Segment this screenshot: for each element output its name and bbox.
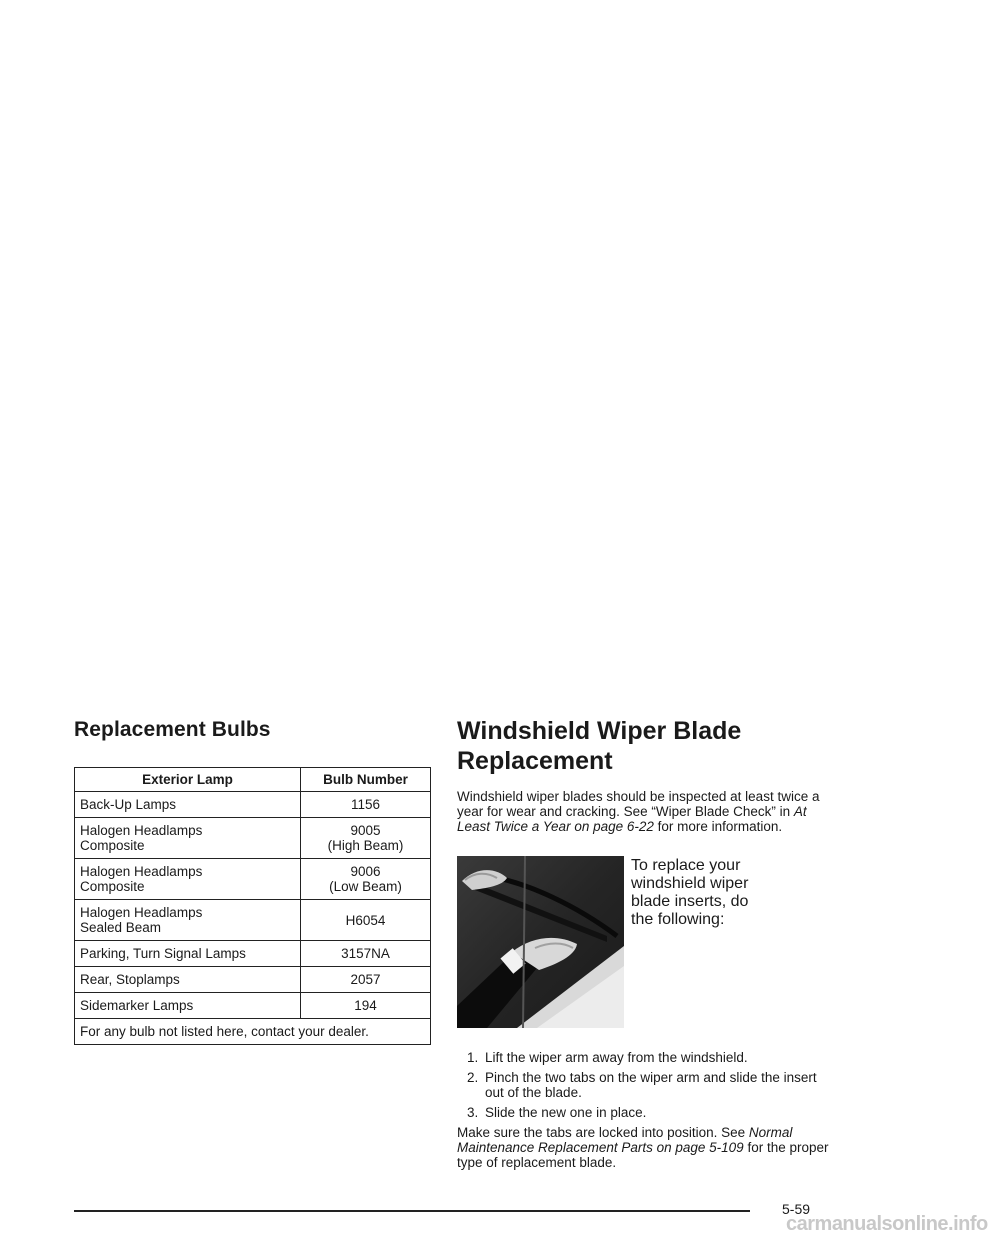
lamp-cell: Halogen Headlamps Sealed Beam	[75, 900, 301, 941]
table-row	[75, 900, 431, 941]
step-text: Pinch the two tabs on the wiper arm and slide the insert out of the blade.	[485, 1070, 817, 1100]
bulb-number-cell: 2057	[301, 967, 431, 993]
page-number: 5-59	[782, 1201, 811, 1217]
replacement-bulbs-heading: Replacement Bulbs	[74, 718, 271, 741]
closing-reference-link[interactable]: Normal Maintenance Replacement Parts on page 5-109	[457, 1125, 793, 1155]
bulb-number-cell: H6054	[301, 900, 431, 941]
left-column	[74, 716, 430, 1045]
table-row	[75, 967, 431, 993]
table-row	[75, 792, 431, 818]
list-item	[457, 1070, 837, 1100]
header-exterior-lamp: Exterior Lamp	[75, 768, 301, 792]
lamp-cell: Halogen Headlamps Composite	[75, 818, 301, 859]
lamp-cell: Sidemarker Lamps	[75, 993, 301, 1019]
header-bulb-number: Bulb Number	[301, 768, 431, 792]
wiper-photo-illustration	[457, 856, 624, 1028]
table-row	[75, 818, 431, 859]
step-text: Slide the new one in place.	[485, 1105, 647, 1120]
closing-paragraph	[457, 1125, 837, 1170]
figure-side-text: To replace your windshield wiper blade inserts, do the following:	[631, 857, 749, 928]
footer-rule	[74, 1210, 750, 1212]
wiper-heading-line1: Windshield Wiper Blade	[457, 717, 742, 745]
step-text: Lift the wiper arm away from the windshield.	[485, 1050, 748, 1065]
right-column	[457, 716, 837, 1170]
lamp-cell: Back-Up Lamps	[75, 792, 301, 818]
lamp-cell: Parking, Turn Signal Lamps	[75, 941, 301, 967]
lamp-cell: Rear, Stoplamps	[75, 967, 301, 993]
bulb-table	[74, 767, 431, 1045]
step-number: 1.	[467, 1050, 479, 1065]
bulb-number-cell: 1156	[301, 792, 431, 818]
table-note-row	[75, 1019, 431, 1045]
intro-text: Windshield wiper blades should be inspected at least twice a year for wear and cracking. See “Wiper Blade Check” in	[457, 789, 820, 819]
intro-end-text: for more information.	[653, 819, 783, 834]
closing-end-text: for the proper type of replacement blade.	[457, 1140, 829, 1170]
lamp-cell: Halogen Headlamps Composite	[75, 859, 301, 900]
table-note: For any bulb not listed here, contact your dealer.	[75, 1019, 431, 1045]
steps-list	[457, 1050, 837, 1120]
table-header-row	[75, 768, 431, 792]
bulb-number-cell: 9005 (High Beam)	[301, 818, 431, 859]
wiper-heading-line2: Replacement	[457, 747, 613, 775]
bulb-number-cell: 9006 (Low Beam)	[301, 859, 431, 900]
bulb-number-cell: 3157NA	[301, 941, 431, 967]
table-row	[75, 993, 431, 1019]
list-item	[457, 1050, 837, 1065]
bulb-number-cell: 194	[301, 993, 431, 1019]
step-number: 3.	[467, 1105, 479, 1120]
table-row	[75, 859, 431, 900]
watermark: carmanualsonline.info	[786, 1213, 988, 1235]
closing-text: Make sure the tabs are locked into position. See	[457, 1125, 749, 1140]
list-item	[457, 1105, 837, 1120]
wiper-blade-photo	[457, 856, 624, 1028]
intro-paragraph	[457, 789, 837, 834]
step-number: 2.	[467, 1070, 479, 1085]
figure-row	[457, 856, 837, 1028]
wiper-heading	[457, 716, 837, 776]
table-row	[75, 941, 431, 967]
intro-reference-link[interactable]: At Least Twice a Year on page 6-22	[457, 804, 807, 834]
